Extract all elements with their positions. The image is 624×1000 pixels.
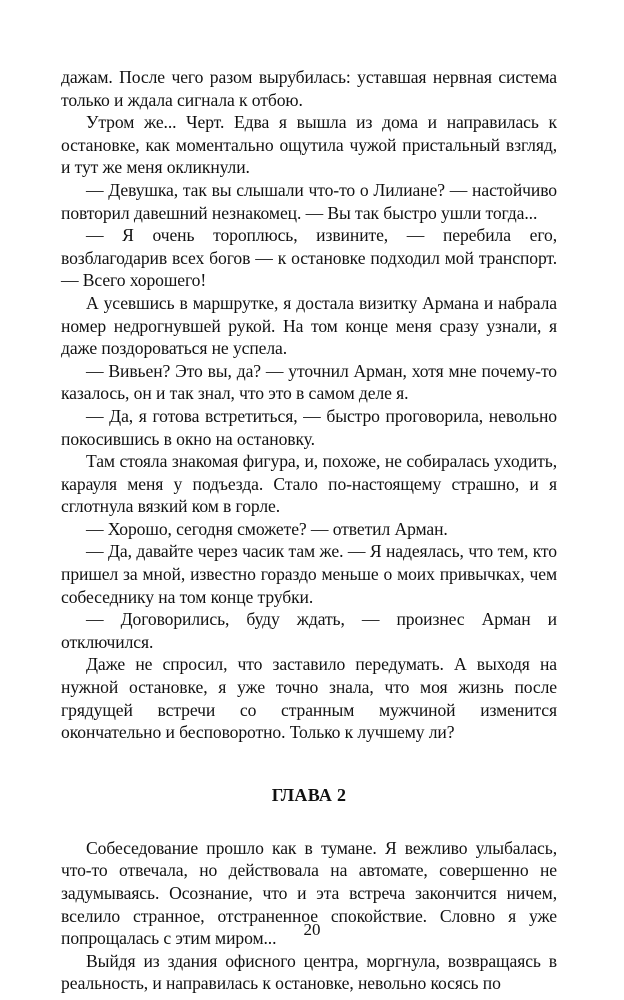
paragraph: — Я очень тороплюсь, извините, — перебила его, возблагодарив всех богов — к остановке подходил мой транспорт. — Всего хорошего! bbox=[61, 225, 557, 291]
paragraph: — Хорошо, сегодня сможете? — ответил Арман. bbox=[86, 518, 448, 539]
paragraph: Собеседование прошло как в тумане. Я вежливо улыбалась, что-то отвечала, но действовала на автомате, совершенно не задумываясь. Осознание, что и эта встреча закончится ничем, вселило странное, отстраненное спокойствие. Словно я уже попрощалась с этим миром... bbox=[61, 837, 557, 949]
text-block-part2 bbox=[61, 837, 557, 995]
paragraph: Там стояла знакомая фигура, и, похоже, не собиралась уходить, карауля меня у подъезда. Стало по-настоящему страшно, и я сглотнула вязкий ком в горле. bbox=[61, 451, 557, 517]
chapter-title: ГЛАВА 2 bbox=[271, 784, 347, 805]
paragraph: — Да, давайте через часик там же. — Я надеялась, что тем, кто пришел за мной, известно гораздо меньше о моих привычках, чем собеседнику на том конце трубки. bbox=[61, 541, 557, 607]
paragraph: Выйдя из здания офисного центра, моргнула, возвращаясь в реальность, и направилась к остановке, невольно косясь по bbox=[61, 950, 557, 994]
paragraph: Даже не спросил, что заставило передумать. А выходя на нужной остановке, я уже точно знала, что моя жизнь после грядущей встречи со странным мужчиной изменится окончательно и бесповоротно. Только к лучшему ли? bbox=[61, 654, 557, 743]
paragraph: — Вивьен? Это вы, да? — уточнил Арман, хотя мне почему-то казалось, он и так знал, что это в самом деле я. bbox=[61, 360, 557, 404]
paragraph: А усевшись в маршрутке, я достала визитку Армана и набрала номер недрогнувшей рукой. На том конце меня сразу узнали, я даже поздороваться не успела. bbox=[61, 292, 557, 359]
paragraph: — Девушка, так вы слышали что-то о Лилиане? — настойчиво повторил давешний незнакомец. — Вы так быстро ушли тогда... bbox=[61, 179, 557, 223]
paragraph: дажам. После чего разом вырубилась: уставшая нервная система только и ждала сигнала к отбою. bbox=[61, 67, 557, 110]
page-number: 20 bbox=[303, 920, 321, 939]
text-block-part1 bbox=[61, 66, 557, 744]
book-page bbox=[61, 66, 557, 995]
paragraph: — Договорились, буду ждать, — произнес Арман и отключился. bbox=[61, 609, 557, 652]
paragraph: Утром же... Черт. Едва я вышла из дома и направилась к остановке, как моментально ощутила чужой пристальный взгляд, и тут же меня окликнули. bbox=[61, 112, 557, 178]
paragraph: — Да, я готова встретиться, — быстро проговорила, невольно покосившись в окно на остановку. bbox=[61, 405, 557, 449]
